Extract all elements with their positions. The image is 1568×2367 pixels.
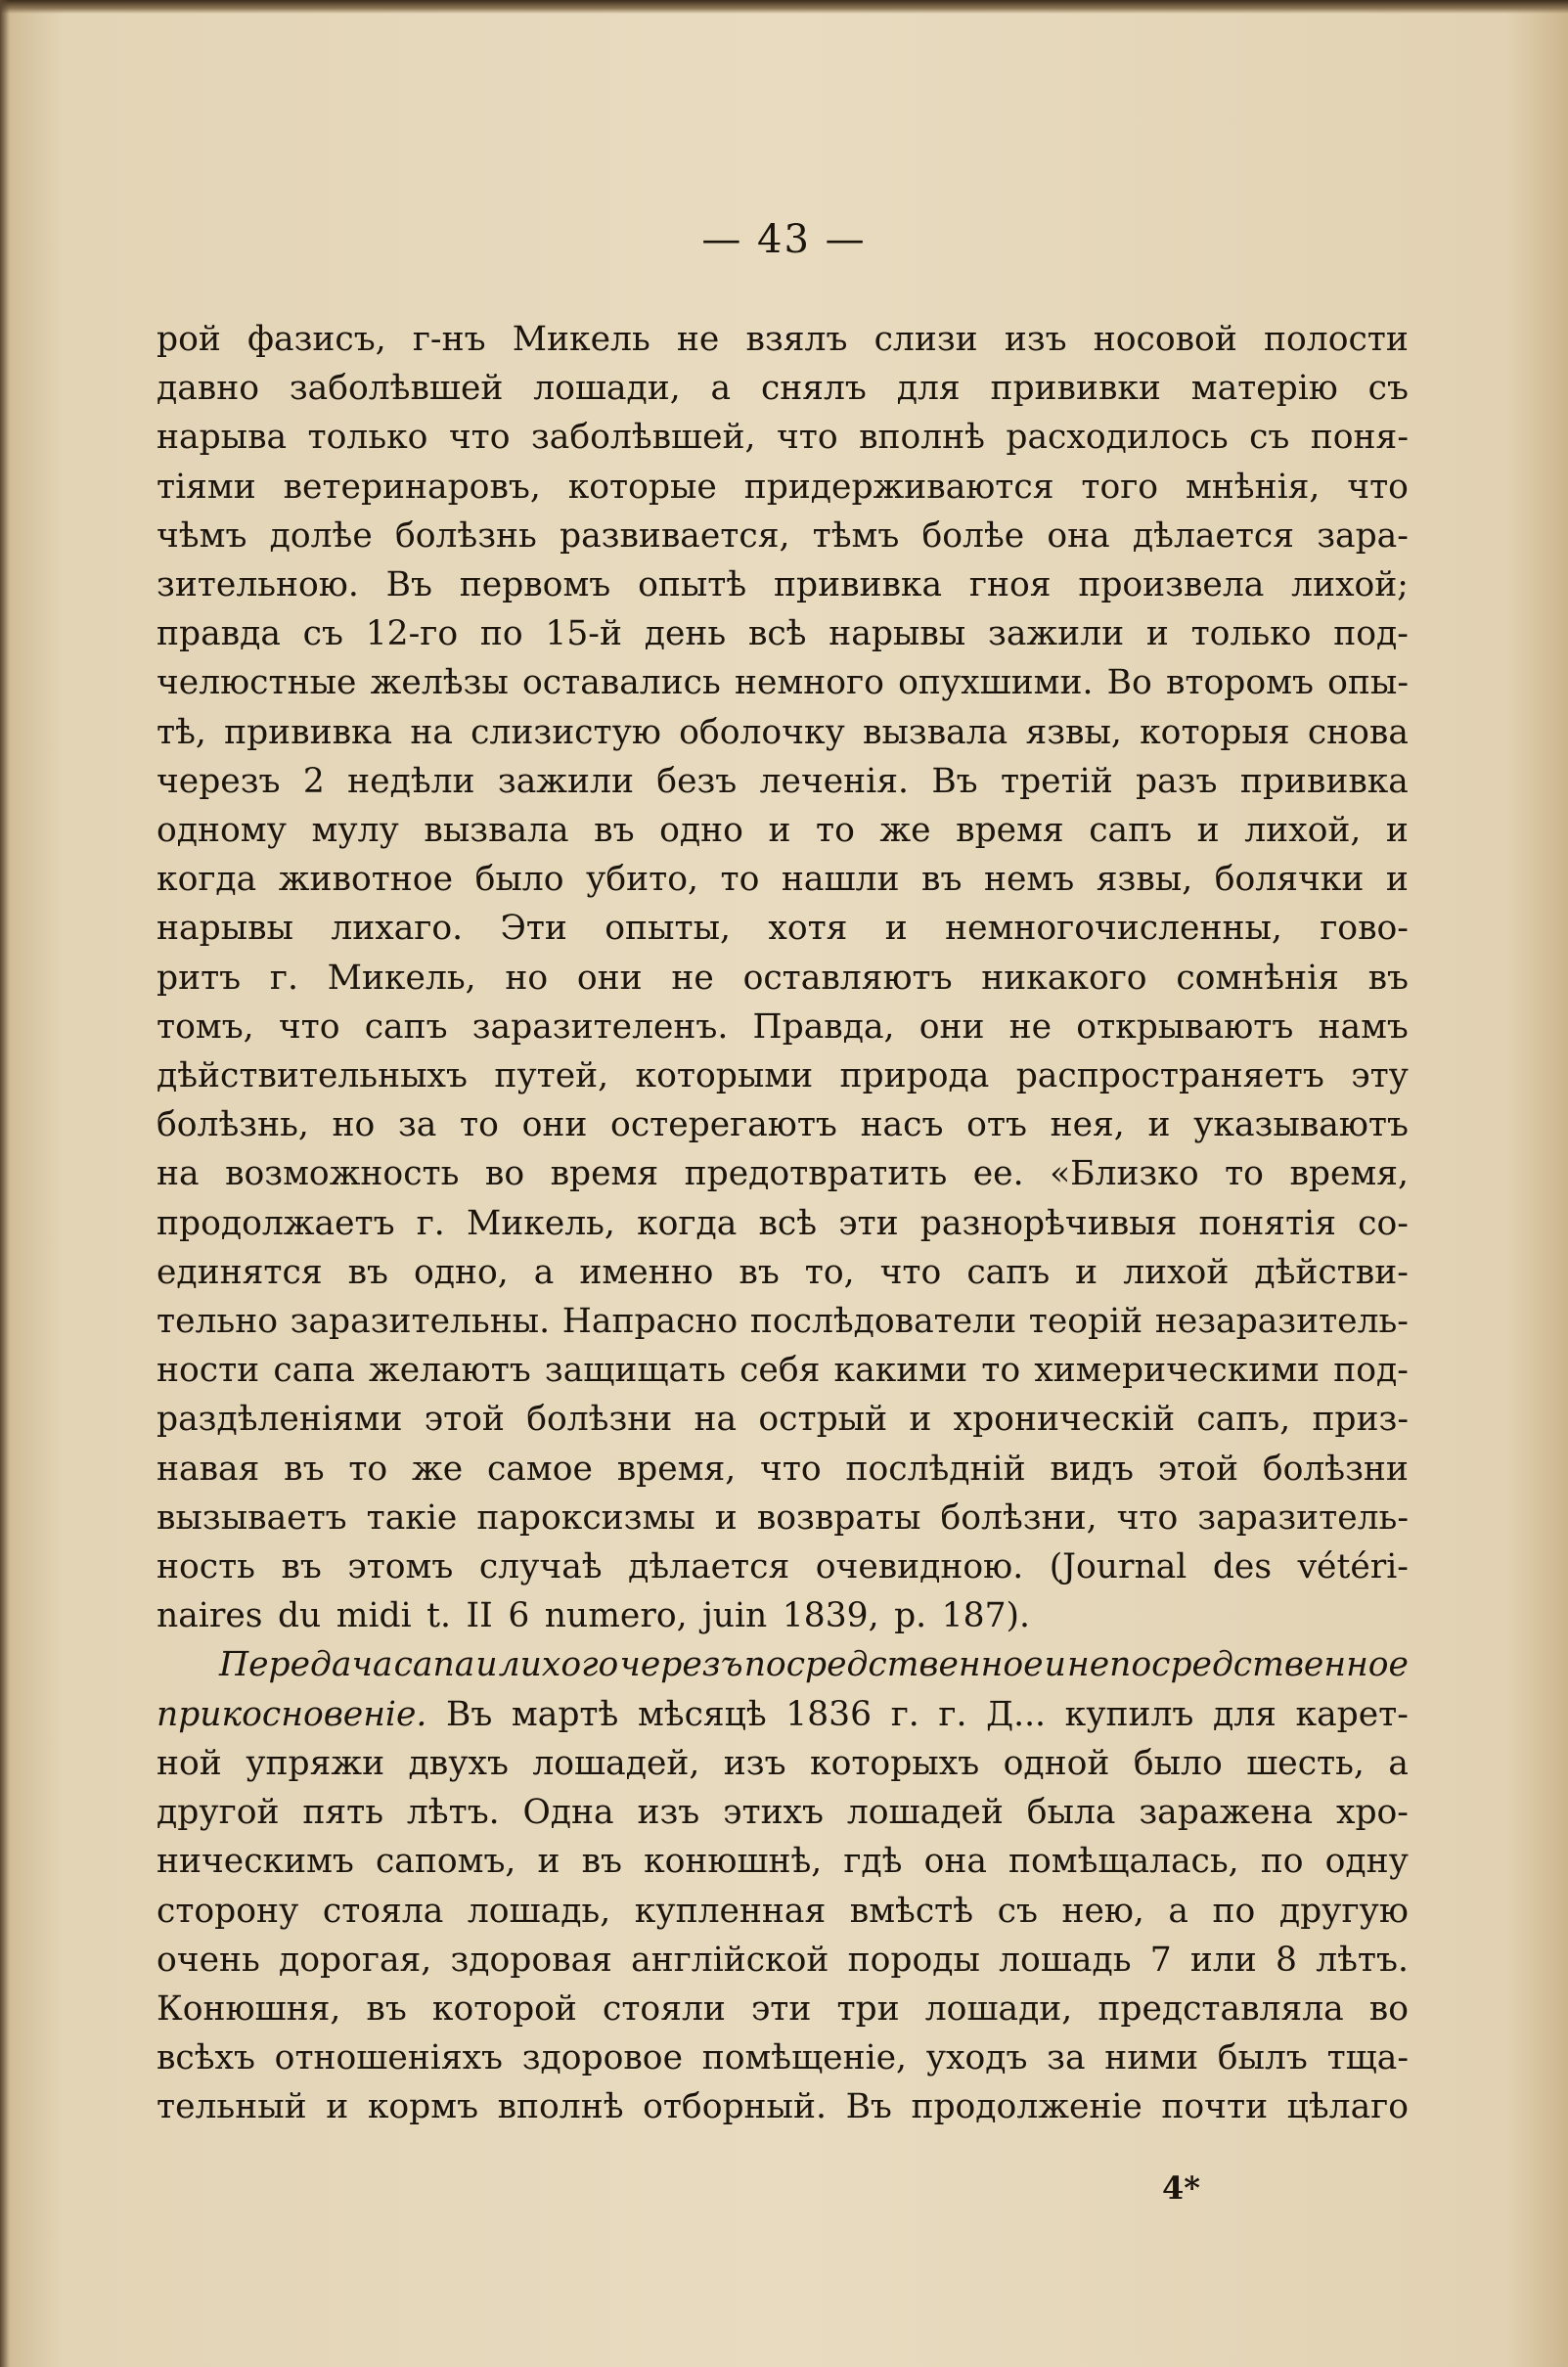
text-line: раздѣленіями этой болѣзни на острый и хроническій сапъ, приз- <box>157 1400 1409 1440</box>
text-line: сторону стояла лошадь, купленная вмѣстѣ съ нею, а по другую <box>157 1891 1409 1931</box>
text-line: томъ, что сапъ заразителенъ. Правда, они не открываютъ намъ <box>157 1006 1409 1047</box>
text-line: naires du midi t. II 6 numero, juin 1839, p. 187). <box>157 1596 1030 1636</box>
text-line: ническимъ сапомъ, и въ конюшнѣ, гдѣ она помѣщалась, по одну <box>157 1842 1409 1882</box>
scan-left-edge <box>0 0 10 2367</box>
body-text <box>157 315 1409 2132</box>
text-line: прикосновеніе. Въ мартѣ мѣсяцѣ 1836 г. г. Д... купилъ для карет- <box>157 1694 1409 1734</box>
text-line: другой пять лѣтъ. Одна изъ этихъ лошадей была заражена хро- <box>157 1793 1409 1833</box>
text-line: болѣзнь, но за то они остерегаютъ насъ отъ нея, и указываютъ <box>157 1105 1409 1145</box>
text-line: ности сапа желаютъ защищать себя какими то химерическими под- <box>157 1351 1409 1391</box>
text-line: тельно заразительны. Напрасно послѣдователи теорій незаразитель- <box>157 1302 1409 1342</box>
text-line: единятся въ одно, а именно въ то, что сапъ и лихой дѣйстви- <box>157 1252 1409 1292</box>
text-line: тѣ, прививка на слизистую оболочку вызвала язвы, которыя снова <box>157 712 1409 752</box>
page-number: — 43 — <box>701 217 867 262</box>
text-line: тіями ветеринаровъ, которые придерживаются того мнѣнія, что <box>157 467 1409 507</box>
text-line: Передача сапа и лихого черезъ посредственное и непосредственное <box>219 1645 1409 1685</box>
text-line: правда съ 12-го по 15-й день всѣ нарывы зажили и только под- <box>157 614 1409 654</box>
text-line: зительною. Въ первомъ опытѣ прививка гноя произвела лихой; <box>157 565 1409 605</box>
text-line: ной упряжи двухъ лошадей, изъ которыхъ одной было шесть, а <box>157 1743 1409 1783</box>
text-line: когда животное было убито, то нашли въ немъ язвы, болячки и <box>157 860 1409 900</box>
text-line: челюстные желѣзы оставались немного опухшими. Во второмъ опы- <box>157 663 1409 703</box>
text-line: черезъ 2 недѣли зажили безъ леченія. Въ третій разъ прививка <box>157 761 1409 801</box>
text-line: Конюшня, въ которой стояли эти три лошади, представляла во <box>157 1988 1409 2029</box>
text-line: нарыва только что заболѣвшей, что вполнѣ расходилось съ поня- <box>157 418 1409 458</box>
text-line: дѣйствительныхъ путей, которыми природа распространяетъ эту <box>157 1056 1409 1096</box>
text-line: ность въ этомъ случаѣ дѣлается очевидною. (Journal des vétéri- <box>157 1547 1409 1587</box>
text-line: давно заболѣвшей лошади, а снялъ для прививки матерію съ <box>157 369 1409 409</box>
text-line: рой фазисъ, г-нъ Микель не взялъ слизи изъ носовой полости <box>157 320 1409 359</box>
text-line: нарывы лихаго. Эти опыты, хотя и немногочисленны, гово- <box>157 909 1409 949</box>
text-line: ритъ г. Микель, но они не оставляютъ никакого сомнѣнія въ <box>157 958 1409 998</box>
text-line: очень дорогая, здоровая англійской породы лошадь 7 или 8 лѣтъ. <box>157 1940 1409 1980</box>
text-line: одному мулу вызвала въ одно и то же время сапъ и лихой, и <box>157 811 1409 851</box>
scan-top-shadow <box>0 0 1568 14</box>
text-line: вызываетъ такіе пароксизмы и возвраты болѣзни, что заразитель- <box>157 1497 1409 1538</box>
text-line: продолжаетъ г. Микель, когда всѣ эти разнорѣчивыя понятія со- <box>157 1203 1409 1243</box>
signature-mark: 4* <box>1162 2169 1200 2207</box>
text-line: всѣхъ отношеніяхъ здоровое помѣщеніе, уходъ за ними былъ тща- <box>157 2038 1409 2078</box>
text-line: чѣмъ долѣе болѣзнь развивается, тѣмъ болѣе она дѣлается зара- <box>157 515 1409 556</box>
text-line: тельный и кормъ вполнѣ отборный. Въ продолженіе почти цѣлаго <box>157 2087 1409 2127</box>
text-line: навая въ то же самое время, что послѣдній видъ этой болѣзни <box>157 1449 1409 1489</box>
text-line: на возможность во время предотвратить ее. «Близко то время, <box>157 1154 1409 1194</box>
